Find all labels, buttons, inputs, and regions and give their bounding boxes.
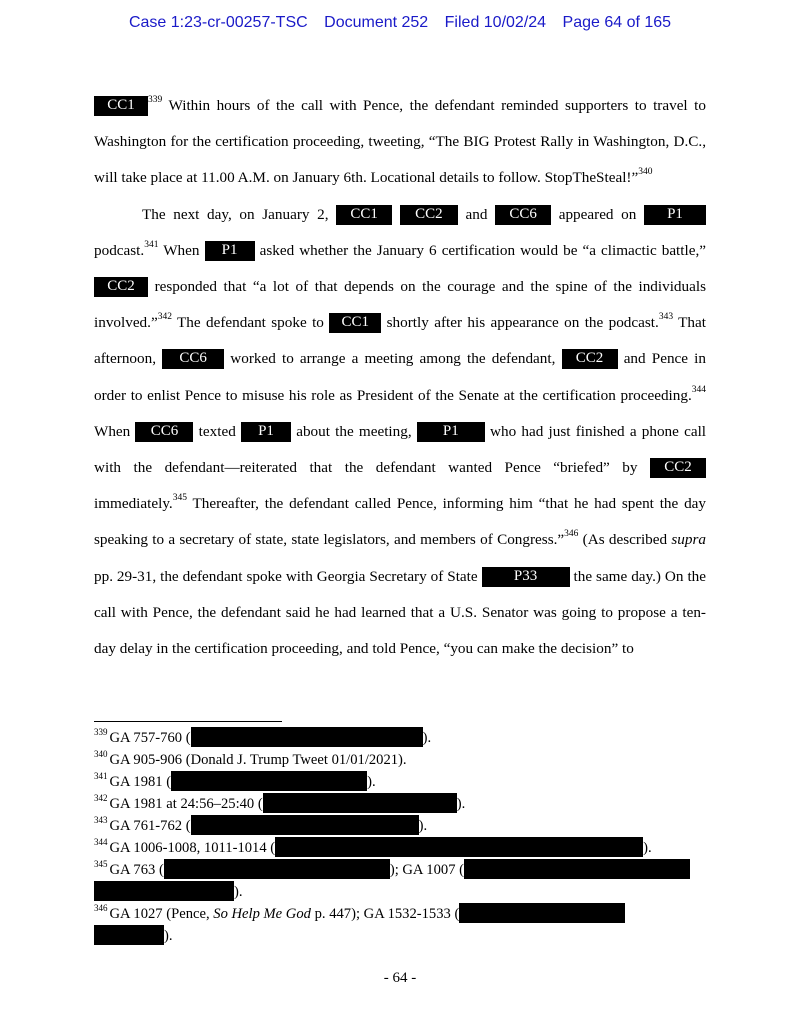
redaction-cc2: CC2 [650, 458, 706, 478]
case-header [0, 14, 800, 32]
footnotes [94, 727, 706, 947]
case-number: Case 1:23-cr-00257-TSC [128, 14, 308, 31]
redaction-block [171, 771, 367, 791]
filed-date: Filed 10/02/24 [444, 14, 547, 31]
redaction-block [459, 903, 625, 923]
footnote-344: $^{344}$ GA 1006-1008, 1011-1014 ( ). [94, 837, 652, 856]
book-title: So Help Me God [213, 906, 311, 922]
redaction-block [164, 859, 390, 879]
redaction-block [191, 815, 419, 835]
redaction-cc6: CC6 [135, 422, 193, 442]
footnote-ref-340: 340 [638, 167, 653, 178]
redaction-cc1: CC1 [94, 96, 148, 116]
footnote-ref-341: 341 [144, 239, 159, 250]
redaction-p1: P1 [417, 422, 485, 442]
supra-citation: supra [671, 531, 706, 549]
footnote-339: $^{339}$ GA 757-760 ( ). [94, 727, 432, 746]
footnote-ref-342: 342 [157, 312, 172, 323]
paragraph-1: CC1 $^{339}$ Within hours of the call with Pence, the defendant reminded supporters to travel to Washington for the certification proceeding, tweeting, “The BIG Protest Rally in Washington, D.C., will take place at 11.00 A.M. on January 6th. Locational details to follow. StopTheSteal!”$^{340}$ [94, 94, 706, 187]
footnote-separator [94, 721, 282, 722]
footnote-345: $^{345}$ GA 763 ( ); GA 1007 ( ). [94, 859, 706, 903]
redaction-p1: P1 [241, 422, 291, 442]
redaction-block [263, 793, 457, 813]
footnote-342: $^{342}$ GA 1981 at 24:56–25:40 ( ). [94, 793, 466, 812]
redaction-cc1: CC1 [336, 205, 392, 225]
footnote-ref-343: 343 [658, 312, 674, 323]
redaction-block [94, 881, 234, 901]
redaction-cc2: CC2 [562, 349, 618, 369]
redaction-block [464, 859, 690, 879]
footnote-ref-345: 345 [172, 493, 187, 504]
redaction-cc2: CC2 [400, 205, 458, 225]
footnote-343: $^{343}$ GA 761-762 ( ). [94, 815, 428, 834]
redaction-cc1: CC1 [329, 313, 381, 333]
redaction-p1: P1 [205, 241, 255, 261]
page-count: Page 64 of 165 [562, 14, 672, 31]
redaction-p33: P33 [482, 567, 570, 587]
redaction-cc6: CC6 [495, 205, 551, 225]
redaction-block [94, 925, 164, 945]
footnote-ref-339: 339 [148, 94, 163, 105]
document-number: Document 252 [324, 14, 429, 31]
redaction-p1: P1 [644, 205, 706, 225]
redaction-cc6: CC6 [162, 349, 224, 369]
footnote-346: $^{346}$ GA 1027 (Pence, So Help Me God p. 447); GA 1532-1533 ( ). [94, 903, 706, 947]
paragraph-2: The next day, on January 2, CC1 CC2 and CC6 appeared on P1 podcast.$^{341}$ When P1 asked whether the January 6 certification would be “a climactic battle,” CC2 responded that “a lot of that depends on the courage and the spine of the individuals involved.”$^{342}$ The defendant spoke to CC1 shortly after his appearance on the podcast.$^{343}$ That afternoon, CC6 worked to arrange a meeting among the defendant, CC2 and Pence in order to enlist Pence to misuse his role as President of the Senate at the certification proceeding.$^{344}$ When CC6 texted P1 about the meeting, P1 who had just finished a phone call with the defendant—reiterated that the defendant wanted Pence “briefed” by CC2 immediately.$^{345}$ Thereafter, the defendant called Pence, informing him “that he had spent the day speaking to a secretary of state, state legislators, and members of Congress.”$^{346}$ (As described supra pp. 29-31, the defendant spoke with Georgia Secretary of State P33 the same day.) On the call with Pence, the defendant said he had learned that a U.S. Senator was going to propose a ten-day delay in the certification proceeding, and told Pence, “you can make the decision” to [94, 205, 707, 658]
redaction-cc2: CC2 [94, 277, 148, 297]
redaction-block [191, 727, 423, 747]
redaction-block [275, 837, 643, 857]
footnote-ref-344: 344 [691, 384, 706, 395]
footnote-ref-346: 346 [564, 529, 579, 540]
body-text [94, 88, 706, 667]
page-number: - 64 - [383, 970, 417, 986]
footnote-340: $^{340}$ GA 905-906 (Donald J. Trump Tweet 01/01/2021). [94, 749, 407, 768]
footnote-341: $^{341}$ GA 1981 ( ). [94, 771, 376, 790]
